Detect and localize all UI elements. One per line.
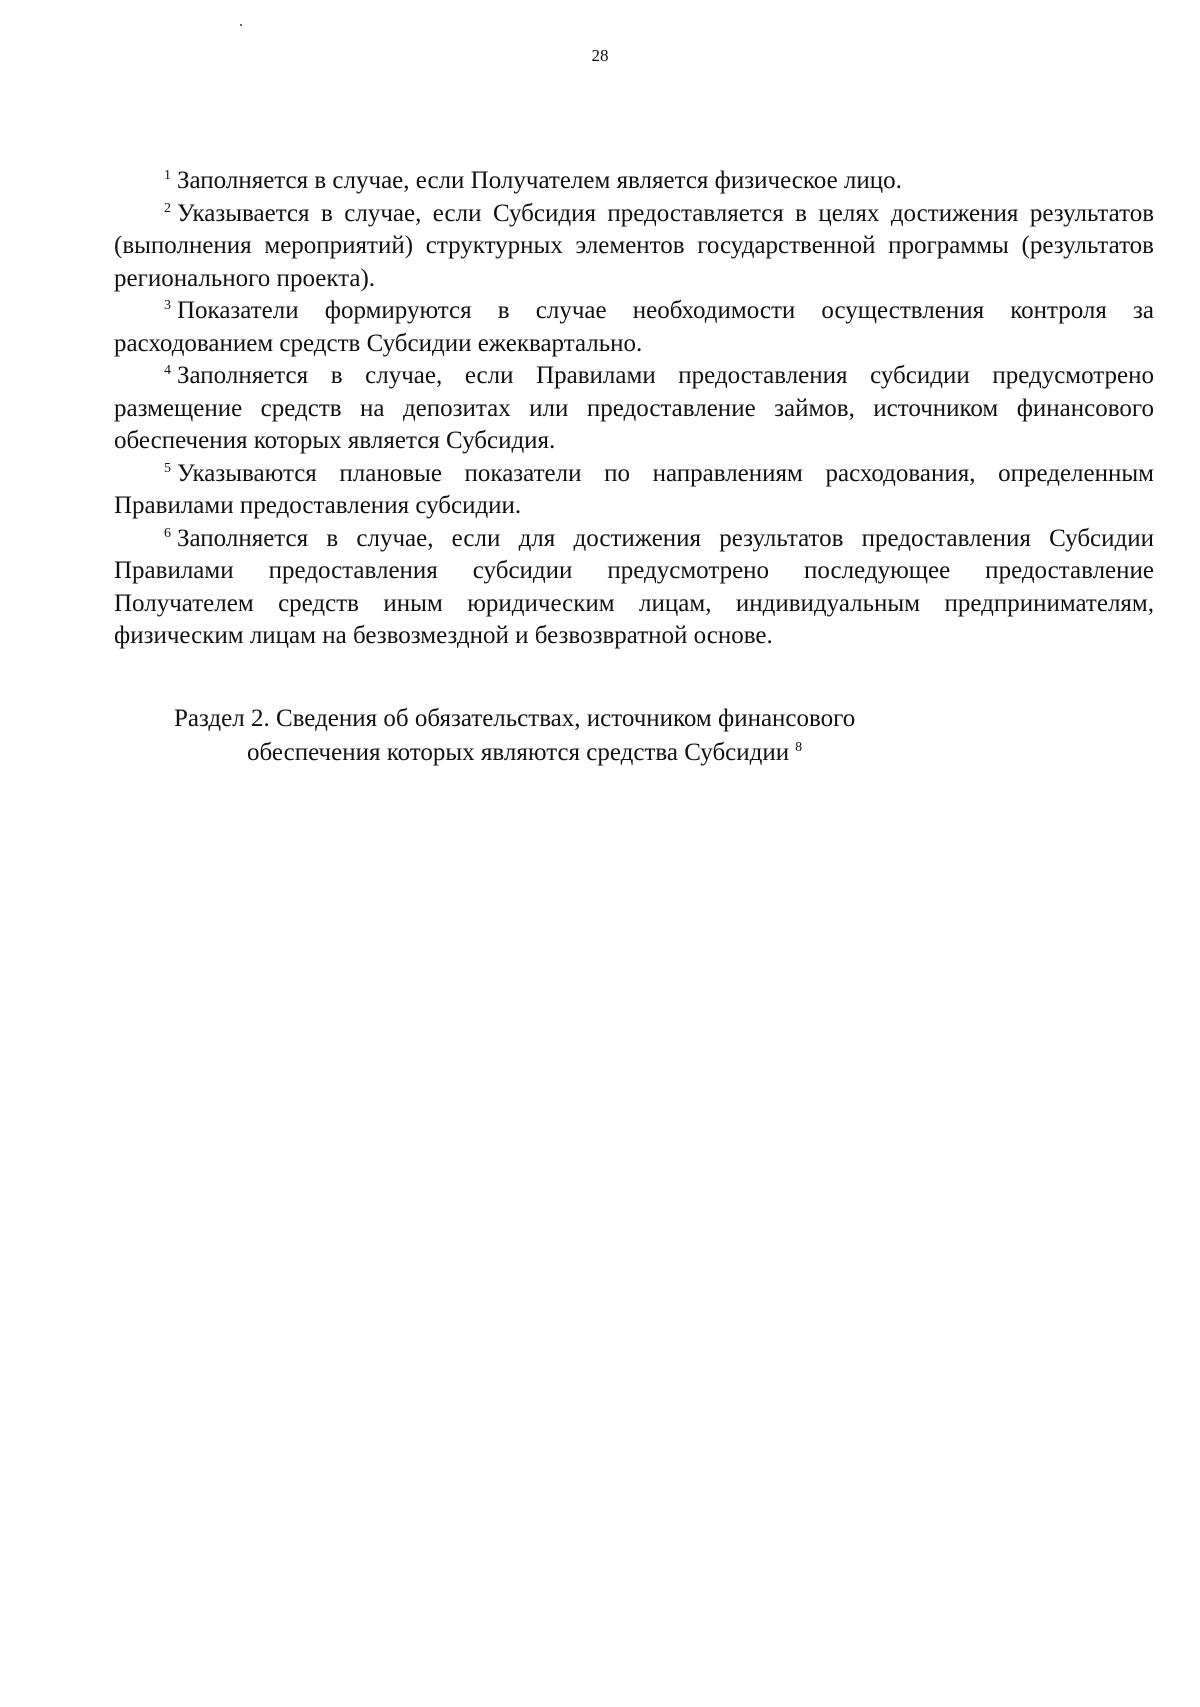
footnote-marker: 3 (164, 298, 171, 313)
footnote-text: Заполняется в случае, если для достижения результатов предоставления Субсидии Правилами предоставления субсидии предусмотрено последующее предоставление Получателем средств иным юридическим лицам, индивидуальным предпринимателям, физическим лицам на безвозмездной и безвозвратной основе. (114, 524, 1154, 649)
footnote-text: Указываются плановые показатели по направлениям расходования, определенным Правилами предоставления субсидии. (114, 459, 1154, 519)
footnote-marker: 2 (164, 200, 171, 216)
footnote (114, 523, 1154, 653)
footnote-marker: 4 (164, 363, 171, 378)
footnote-text: Заполняется в случае, если Правилами предоставления субсидии предусмотрено размещение средств на депозитах или предоставление займов, источником финансового обеспечения которых является Субсидия. (114, 362, 1154, 454)
section-title-line-2-text: обеспечения которых являются средства Субсидии (247, 739, 790, 766)
footnote (114, 165, 1154, 198)
footnote (114, 198, 1154, 296)
footnote-text: Указывается в случае, если Субсидия предоставляется в целях достижения результатов (выполнения мероприятий) структурных элементов государственной программы (результатов регионального проекта). (114, 199, 1154, 292)
footnote-text: Заполняется в случае, если Получателем является физическое лицо. (177, 167, 902, 194)
footnote (114, 458, 1154, 523)
footnotes-block (114, 165, 1154, 653)
section-title-line-2 (114, 736, 1154, 770)
page-number: 28 (591, 46, 609, 65)
footnote-marker: 5 (164, 460, 171, 476)
scan-speck (240, 24, 242, 26)
section-title-line-1: Раздел 2. Сведения об обязательствах, источником финансового (174, 705, 856, 732)
footnote-marker: 6 (164, 525, 171, 541)
section-title (114, 702, 1154, 770)
footnote-marker: 1 (164, 168, 171, 183)
footnote-text: Показатели формируются в случае необходимости осуществления контроля за расходованием средств Субсидии ежеквартально. (114, 297, 1154, 357)
footnote (114, 295, 1154, 360)
footnote (114, 360, 1154, 458)
section-footnote-marker: 8 (795, 740, 803, 755)
